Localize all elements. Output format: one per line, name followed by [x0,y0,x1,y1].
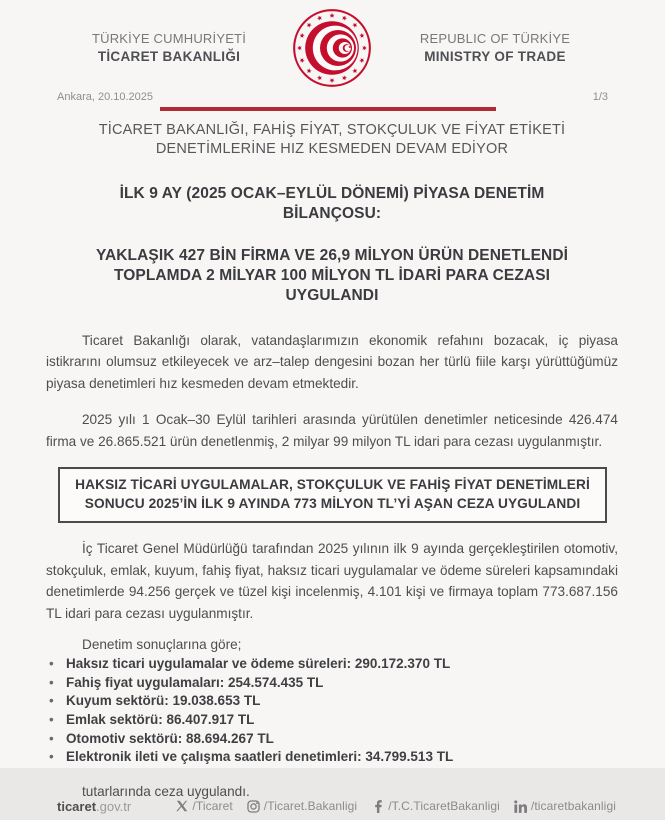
bullet-icon: • [49,674,54,690]
paragraph-1: Ticaret Bakanlığı olarak, vatandaşlarımızın ekonomik refahını bozacak, iç piyasa istikrarını olumsuz etkileyecek ve arz–talep dengesini bozan her türlü fiile karşı yürüttüğümüz piyasa denetimleri hız kesmeden devam etmektedir. [46,332,618,391]
bullet-icon: • [49,656,54,672]
list-item [46,674,618,693]
org-tr-line2: TİCARET BAKANLIĞI [97,48,241,64]
callout-box: HAKSIZ TİCARİ UYGULAMALAR, STOKÇULUK VE FAHİŞ FİYAT DENETİMLERİ SONUCU 2025’İN İLK 9 AYINDA 773 MİLYON TL’Yİ AŞAN CEZA UYGULANDI [58,467,607,523]
org-title-turkish [64,30,274,66]
list-item [46,655,618,674]
social-x [175,799,232,813]
meta-row [46,91,618,103]
bullet-icon: • [49,730,54,746]
bullet-icon: • [49,693,54,709]
facebook-icon [371,799,385,813]
social-linkedin [514,799,616,813]
dateline: Ankara, 20.10.2025 [57,91,154,103]
header-divider-red-segment [160,107,496,111]
list-item-text: Otomotiv sektörü: 88.694.267 TL [66,730,274,746]
paragraph-3: İç Ticaret Genel Müdürlüğü tarafından 2025 yılının ilk 9 ayında gerçekleştirilen otomotiv, stokçuluk, emlak, kuyum, fahiş fiyat, haksız ticari uygulamalar ve ödeme süreleri kapsamındaki denetimlerde 94.256 gerçek ve tüzel kişi incelenmiş, 4.101 kişi ve firmaya toplam 773.687.156 TL idari para cezası uygulanmıştır. [46,541,618,621]
list-item [46,692,618,711]
list-intro: Denetim sonuçlarına göre; [82,637,242,653]
instagram-icon [247,799,261,813]
social-handle: /ticaretbakanligi [530,799,616,814]
sub-heading: YAKLAŞIK 427 BİN FİRMA VE 26,9 MİLYON ÜRÜN DENETLENDİ TOPLAMDA 2 MİLYAR 100 MİLYON TL İDARİ PARA CEZASI UYGULANDI [95,246,569,304]
list-item [46,711,618,730]
main-heading: İLK 9 AY (2025 OCAK–EYLÜL DÖNEMİ) PİYASA DENETİM BİLANÇOSU: [119,185,545,223]
x-icon [175,799,189,813]
list-item-text: Fahiş fiyat uygulamaları: 254.574.435 TL [66,674,324,690]
website-url-rest: .gov.tr [96,798,132,814]
social-facebook [371,799,500,813]
website-url [57,799,131,814]
list-item [46,748,618,767]
org-en-line2: MINISTRY OF TRADE [424,48,566,64]
org-en-line1: REPUBLIC OF TÜRKİYE [419,31,571,47]
social-handle: /Ticaret.Bakanligi [263,799,358,814]
footer [46,799,618,820]
bullet-icon: • [49,749,54,765]
kicker-title: TİCARET BAKANLIĞI, FAHİŞ FİYAT, STOKÇULUK VE FİYAT ETİKETİ DENETİMLERİNE HIZ KESMEDEN DEVAM EDİYOR [98,122,566,158]
list-outro: tutarlarında ceza uygulandı. [82,783,250,799]
list-item-text: Emlak sektörü: 86.407.917 TL [66,712,255,728]
social-handle: /Ticaret [192,799,233,814]
org-tr-line1: TÜRKİYE CUMHURİYETİ [91,31,247,47]
social-handles [175,799,616,813]
website-url-bold: ticaret [57,798,97,814]
penalty-results-list [46,655,618,767]
list-item-text: Kuyum sektörü: 19.038.653 TL [66,693,261,709]
linkedin-icon [514,799,528,813]
org-title-english [390,30,600,66]
ministry-of-trade-logo-icon [292,8,372,88]
page-number: 1/3 [592,91,608,103]
social-instagram [247,799,357,813]
social-handle: /T.C.TicaretBakanligi [388,799,500,814]
list-item-text: Haksız ticari uygulamalar ve ödeme süreleri: 290.172.370 TL [66,656,451,672]
bullet-icon: • [49,712,54,728]
paragraph-2: 2025 yılı 1 Ocak–30 Eylül tarihleri arasında yürütülen denetimler neticesinde 426.474 firma ve 26.865.521 ürün denetlenmiş, 2 milyar 99 milyon TL idari para cezası uygulanmıştır. [46,412,618,449]
masthead [46,8,618,88]
list-item [46,730,618,749]
list-item-text: Elektronik ileti ve çalışma saatleri denetimleri: 34.799.513 TL [66,749,454,765]
